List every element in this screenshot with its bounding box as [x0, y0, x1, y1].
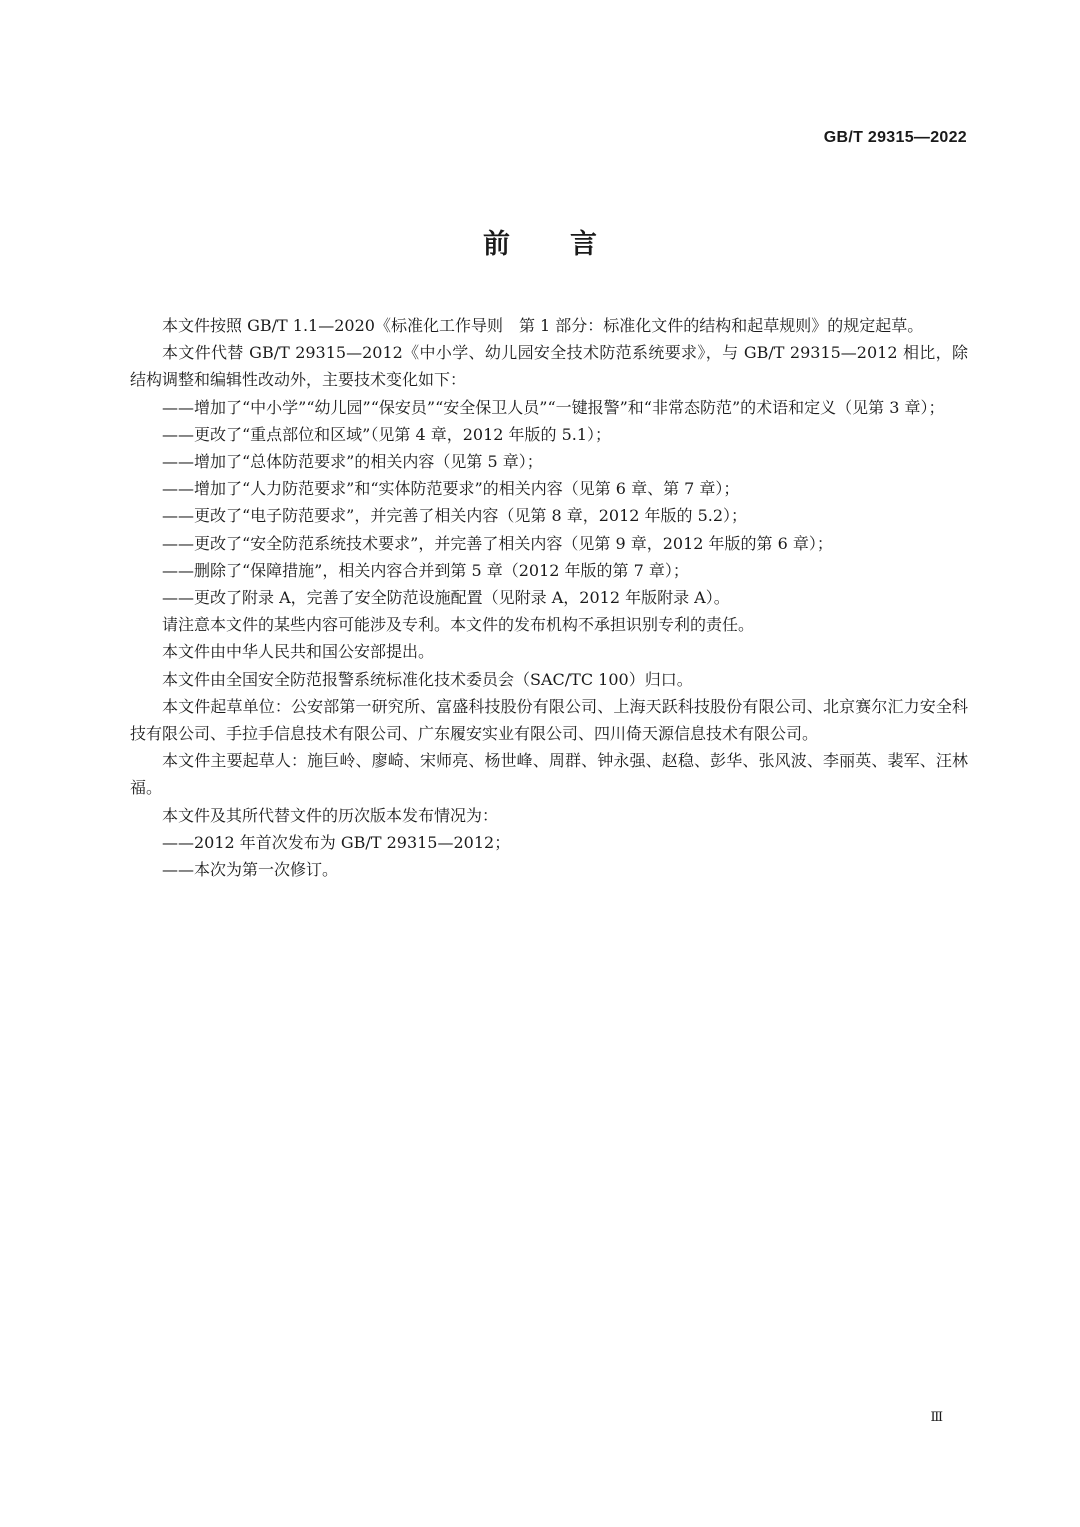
change-item: ——增加了“人力防范要求”和“实体防范要求”的相关内容（见第 6 章、第 7 章）； [162, 479, 740, 499]
paragraph-drafting-units: 本文件起草单位：公安部第一研究所、富盛科技股份有限公司、上海天跃科技股份有限公司、北京赛尔汇力安全科技有限公司、手拉手信息技术有限公司、广东履安实业有限公司、四川倚天源信息技术有限公司。 [130, 696, 968, 744]
paragraph-drafting-rules: 本文件按照 GB/T 1.1—2020《标准化工作导则 第 1 部分：标准化文件的结构和起草规则》的规定起草。 [162, 316, 924, 335]
change-item: ——删除了“保障措施”，相关内容合并到第 5 章（2012 年版的第 7 章）； [162, 560, 689, 580]
paragraph-version-history: 本文件及其所代替文件的历次版本发布情况为： [162, 805, 499, 825]
page-title: 前言 [483, 229, 657, 260]
history-item: ——2012 年首次发布为 GB/T 29315—2012； [162, 832, 511, 852]
page-number: Ⅲ [930, 1410, 943, 1425]
foreword-body [130, 312, 968, 883]
paragraph-committee: 本文件由全国安全防范报警系统标准化技术委员会（SAC/TC 100）归口。 [162, 669, 693, 689]
change-item: ——更改了“电子防范要求”，并完善了相关内容（见第 8 章，2012 年版的 5.2）； [162, 506, 748, 526]
history-item: ——本次为第一次修订。 [162, 860, 339, 880]
paragraph-drafters: 本文件主要起草人：施巨岭、廖崎、宋师亮、杨世峰、周群、钟永强、赵稳、彭华、张风波、李丽英、裴军、汪林福。 [130, 751, 968, 798]
change-item: ——增加了“总体防范要求”的相关内容（见第 5 章）； [162, 452, 543, 472]
change-item: ——更改了附录 A，完善了安全防范设施配置（见附录 A，2012 年版附录 A）。 [162, 588, 730, 608]
paragraph-proposer: 本文件由中华人民共和国公安部提出。 [162, 642, 435, 662]
change-item: ——更改了“安全防范系统技术要求”，并完善了相关内容（见第 9 章，2012 年版的第 6 章）； [162, 533, 833, 553]
paragraph-replacement: 本文件代替 GB/T 29315—2012《中小学、幼儿园安全技术防范系统要求》，与 GB/T 29315—2012 相比，除结构调整和编辑性改动外，主要技术变化如下： [130, 343, 968, 390]
change-item: ——更改了“重点部位和区域”（见第 4 章，2012 年版的 5.1）； [162, 424, 612, 444]
standard-number: GB/T 29315—2022 [823, 129, 967, 146]
change-item: ——增加了“中小学”“幼儿园”“保安员”“安全保卫人员”“一键报警”和“非常态防范”的术语和定义（见第 3 章）； [162, 397, 945, 417]
paragraph-patent-notice: 请注意本文件的某些内容可能涉及专利。本文件的发布机构不承担识别专利的责任。 [162, 615, 755, 635]
